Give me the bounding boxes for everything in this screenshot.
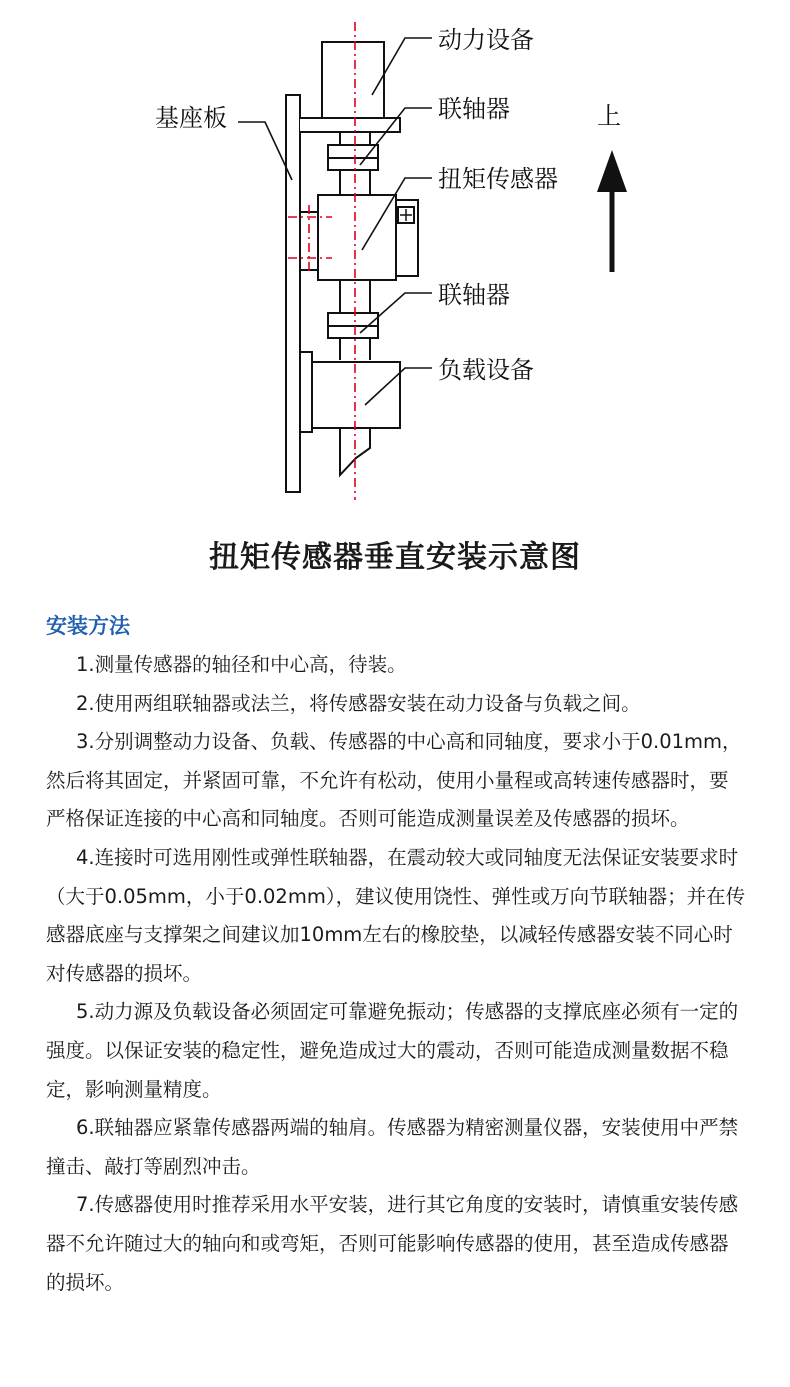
label-torque-sensor: 扭矩传感器	[438, 165, 558, 193]
label-load-device: 负载设备	[438, 356, 534, 384]
step-4: 4.连接时可选用刚性或弹性联轴器，在震动较大或同轴度无法保证安装要求时（大于0.05mm，小于0.02mm），建议使用饶性、弹性或万向节联轴器；并在传感器底座与支撑架之间建议加10mm左右的橡胶垫，以减轻传感器安装不同心时对传感器的损坏。	[46, 845, 746, 985]
installation-steps	[46, 646, 746, 1302]
coupling-bottom-part2	[328, 326, 378, 338]
sensor-flange	[300, 212, 318, 270]
up-arrow-head	[597, 150, 627, 192]
step-7: 7.传感器使用时推荐采用水平安装，进行其它角度的安装时，请慎重安装传感器不允许随过大的轴向和或弯矩，否则可能影响传感器的使用，甚至造成传感器的损坏。	[46, 1193, 739, 1294]
step-1: 1.测量传感器的轴径和中心高，待装。	[76, 653, 407, 676]
label-power-device: 动力设备	[438, 26, 534, 54]
label-coupling-bottom: 联轴器	[438, 281, 510, 309]
section-title: 安装方法	[46, 614, 130, 638]
step-3: 3.分别调整动力设备、负载、传感器的中心高和同轴度，要求小于0.01mm，然后将其固定，并紧固可靠，不允许有松动，使用小量程或高转速传感器时，要严格保证连接的中心高和同轴度。否则可能造成测量误差及传感器的损坏。	[46, 730, 742, 831]
step-5: 5.动力源及负载设备必须固定可靠避免振动；传感器的支撑底座必须有一定的强度。以保证安装的稳定性，避免造成过大的震动，否则可能造成测量数据不稳定，影响测量精度。	[46, 1000, 739, 1101]
sensor-body	[318, 195, 396, 280]
load-device	[312, 362, 400, 428]
load-support	[300, 352, 312, 432]
mount-bracket	[300, 118, 400, 132]
leader-base	[238, 122, 292, 180]
coupling-top-part2	[328, 158, 378, 170]
step-2: 2.使用两组联轴器或法兰，将传感器安装在动力设备与负载之间。	[76, 691, 641, 715]
power-device	[322, 42, 384, 118]
label-base-plate: 基座板	[155, 104, 227, 132]
label-up: 上	[597, 102, 621, 130]
base-plate	[286, 95, 300, 492]
installation-diagram	[0, 0, 790, 520]
label-coupling-top: 联轴器	[438, 95, 510, 123]
diagram-title: 扭矩传感器垂直安装示意图	[209, 540, 581, 575]
step-6: 6.联轴器应紧靠传感器两端的轴肩。传感器为精密测量仪器，安装使用中严禁撞击、敲打等剧烈冲击。	[46, 1116, 739, 1178]
